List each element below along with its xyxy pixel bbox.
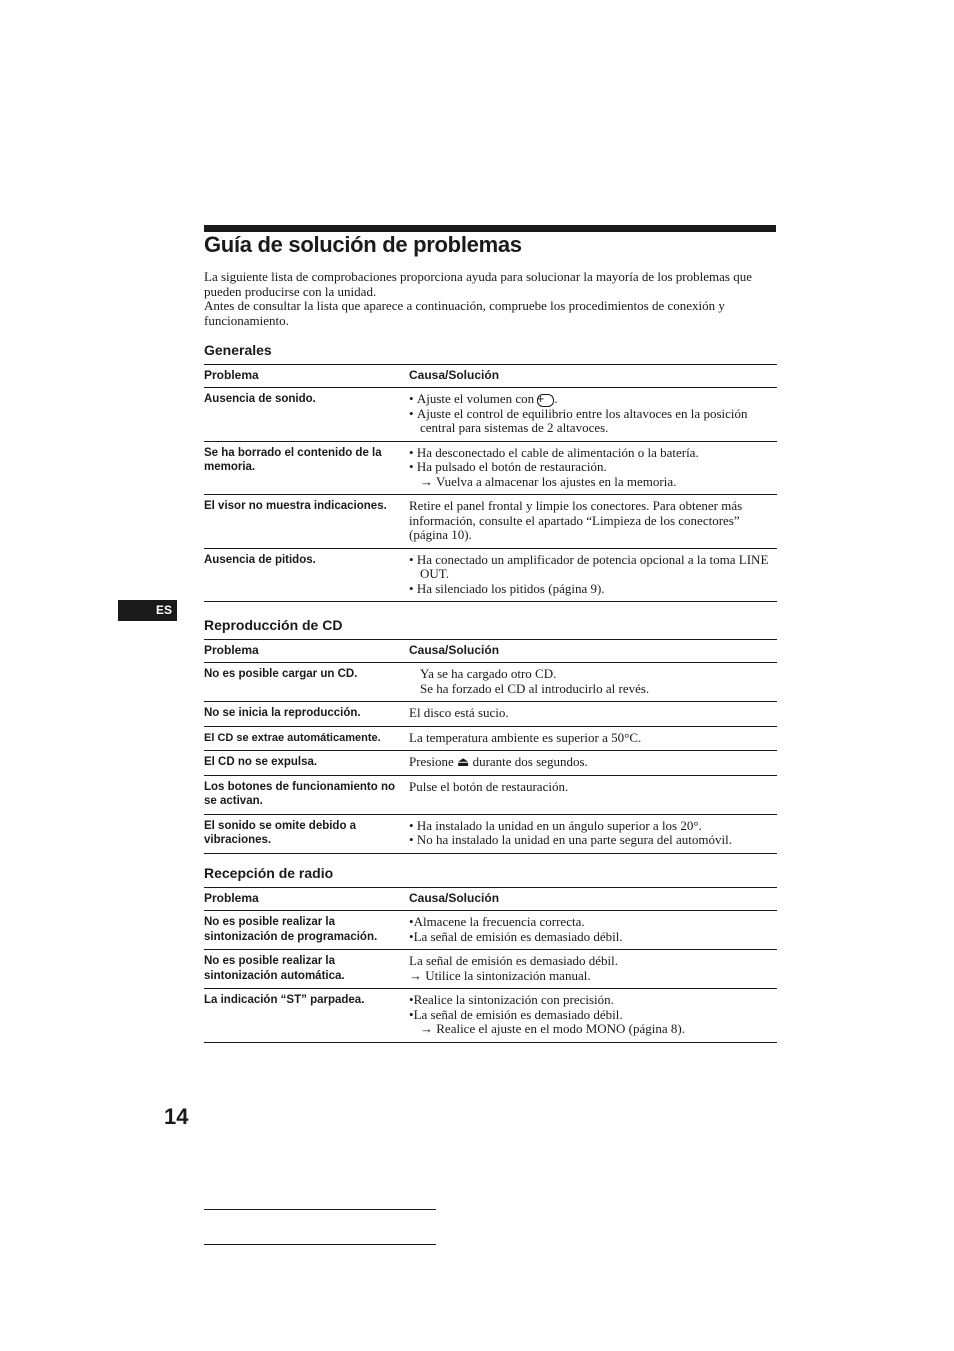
solution-item: • No ha instalado la unidad en una parte segura del automóvil. [409,832,732,847]
solution-cell [409,663,777,702]
blank-rule [204,1244,436,1245]
column-header-solution: Causa/Solución [409,365,777,388]
solution-cell [409,548,777,602]
arrow-icon: → [409,967,422,983]
section-heading: Recepción de radio [204,865,334,881]
arrow-icon: → [420,473,433,489]
column-header-problem: Problema [204,888,409,911]
solution-cell [409,495,777,549]
problem-cell: No se inicia la reproducción. [204,702,409,727]
page-title: Guía de solución de problemas [204,232,522,257]
problem-cell: No es posible realizar la sintonización de programación. [204,916,378,943]
solution-cell [409,726,777,751]
table-header-row [204,640,777,663]
table-header-row [204,888,777,911]
table-row [204,989,777,1043]
section-cd [204,616,777,854]
table-row [204,663,777,702]
volume-plus-icon: + [537,394,554,407]
table-header-row [204,365,777,388]
solution-item: La temperatura ambiente es superior a 50°C. [409,729,642,745]
problem-cell: Ausencia de pitidos. [204,548,409,602]
column-header-problem: Problema [204,640,409,663]
section-radio [204,864,777,1043]
table-row [204,702,777,727]
table-row [204,388,777,442]
problem-cell: La indicación “ST” parpadea. [204,989,409,1043]
section-generales [204,341,777,602]
solution-item: •La señal de emisión es demasiado débil. [409,1006,623,1022]
problem-cell: No es posible cargar un CD. [204,668,358,680]
solution-item: → Utilice la sintonización manual. [409,967,591,983]
table-row [204,726,777,751]
solution-cell [409,751,777,776]
intro-paragraph: La siguiente lista de comprobaciones proporciona ayuda para solucionar la mayoría de los problemas que pueden producirse con la unidad. [204,269,752,299]
solution-item: • Ha pulsado el botón de restauración. [409,459,607,475]
solution-item: → Realice el ajuste en el modo MONO (página 8). [420,1021,685,1036]
eject-icon: ⏏ [457,754,470,769]
troubleshooting-table [204,364,777,602]
arrow-icon: → [420,1021,433,1036]
problem-cell: El visor no muestra indicaciones. [204,495,409,549]
solution-item: •Realice la sintonización con precisión. [409,992,614,1007]
problem-cell: No es posible realizar la sintonización automática. [204,950,409,989]
solution-item: • Ajuste el control de equilibrio entre los altavoces en la posición central para sistemas de 2 altavoces. [409,405,748,436]
solution-cell [409,441,777,495]
problem-cell: El CD se extrae automáticamente. [204,726,409,751]
title-rule [204,225,776,232]
solution-item: • Ha instalado la unidad en un ángulo superior a los 20°. [409,817,702,833]
section-heading: Reproducción de CD [204,617,343,633]
table-row [204,950,777,989]
solution-item: → Vuelva a almacenar los ajustes en la memoria. [420,473,677,489]
troubleshooting-table [204,887,777,1043]
solution-cell [409,989,777,1043]
solution-item: •Almacene la frecuencia correcta. [409,914,585,929]
language-tab: ES [118,600,177,621]
solution-cell [409,911,777,950]
problem-cell: El sonido se omite debido a vibraciones. [204,814,409,853]
table-row [204,548,777,602]
page-number: 14 [164,1104,189,1129]
column-header-solution: Causa/Solución [409,640,777,663]
solution-item: • Ajuste el volumen con + . [409,391,558,406]
table-row [204,775,777,814]
solution-item: •La señal de emisión es demasiado débil. [409,928,623,944]
blank-rule [204,1209,436,1210]
intro-text [204,270,779,328]
problem-cell: El CD no se expulsa. [204,751,409,776]
solution-item: Pulse el botón de restauración. [409,778,569,794]
solution-item: • Ha conectado un amplificador de potencia opcional a la toma LINE OUT. [409,551,769,582]
solution-item: • Ha silenciado los pitidos (página 9). [409,580,605,596]
solution-item: • Ha desconectado el cable de alimentación o la batería. [409,444,699,460]
intro-paragraph: Antes de consultar la lista que aparece a continuación, compruebe los procedimientos de conexión y funcionamiento. [204,298,725,328]
solution-cell [409,950,777,989]
table-row [204,814,777,853]
solution-cell [409,775,777,814]
solution-cell [409,702,777,727]
table-row [204,441,777,495]
problem-cell: Se ha borrado el contenido de la memoria. [204,441,409,495]
solution-item: El disco está sucio. [409,705,509,720]
solution-item: Retire el panel frontal y limpie los conectores. Para obtener más información, consulte el apartado “Limpieza de los conectores” (página 10). [409,498,743,543]
troubleshooting-table [204,639,777,854]
problem-cell: Los botones de funcionamiento no se activan. [204,775,409,814]
column-header-solution: Causa/Solución [409,888,777,911]
solution-cell [409,814,777,853]
problem-cell: Ausencia de sonido. [204,393,316,405]
column-header-problem: Problema [204,365,409,388]
table-row [204,495,777,549]
solution-item: Se ha forzado el CD al introducirlo al revés. [420,680,650,696]
solution-cell [409,388,777,442]
table-row [204,751,777,776]
solution-item: Ya se ha cargado otro CD. [420,666,557,681]
section-heading: Generales [204,342,272,358]
table-row [204,911,777,950]
solution-item: Presione ⏏ durante dos segundos. [409,754,588,769]
solution-item: La señal de emisión es demasiado débil. [409,953,619,968]
